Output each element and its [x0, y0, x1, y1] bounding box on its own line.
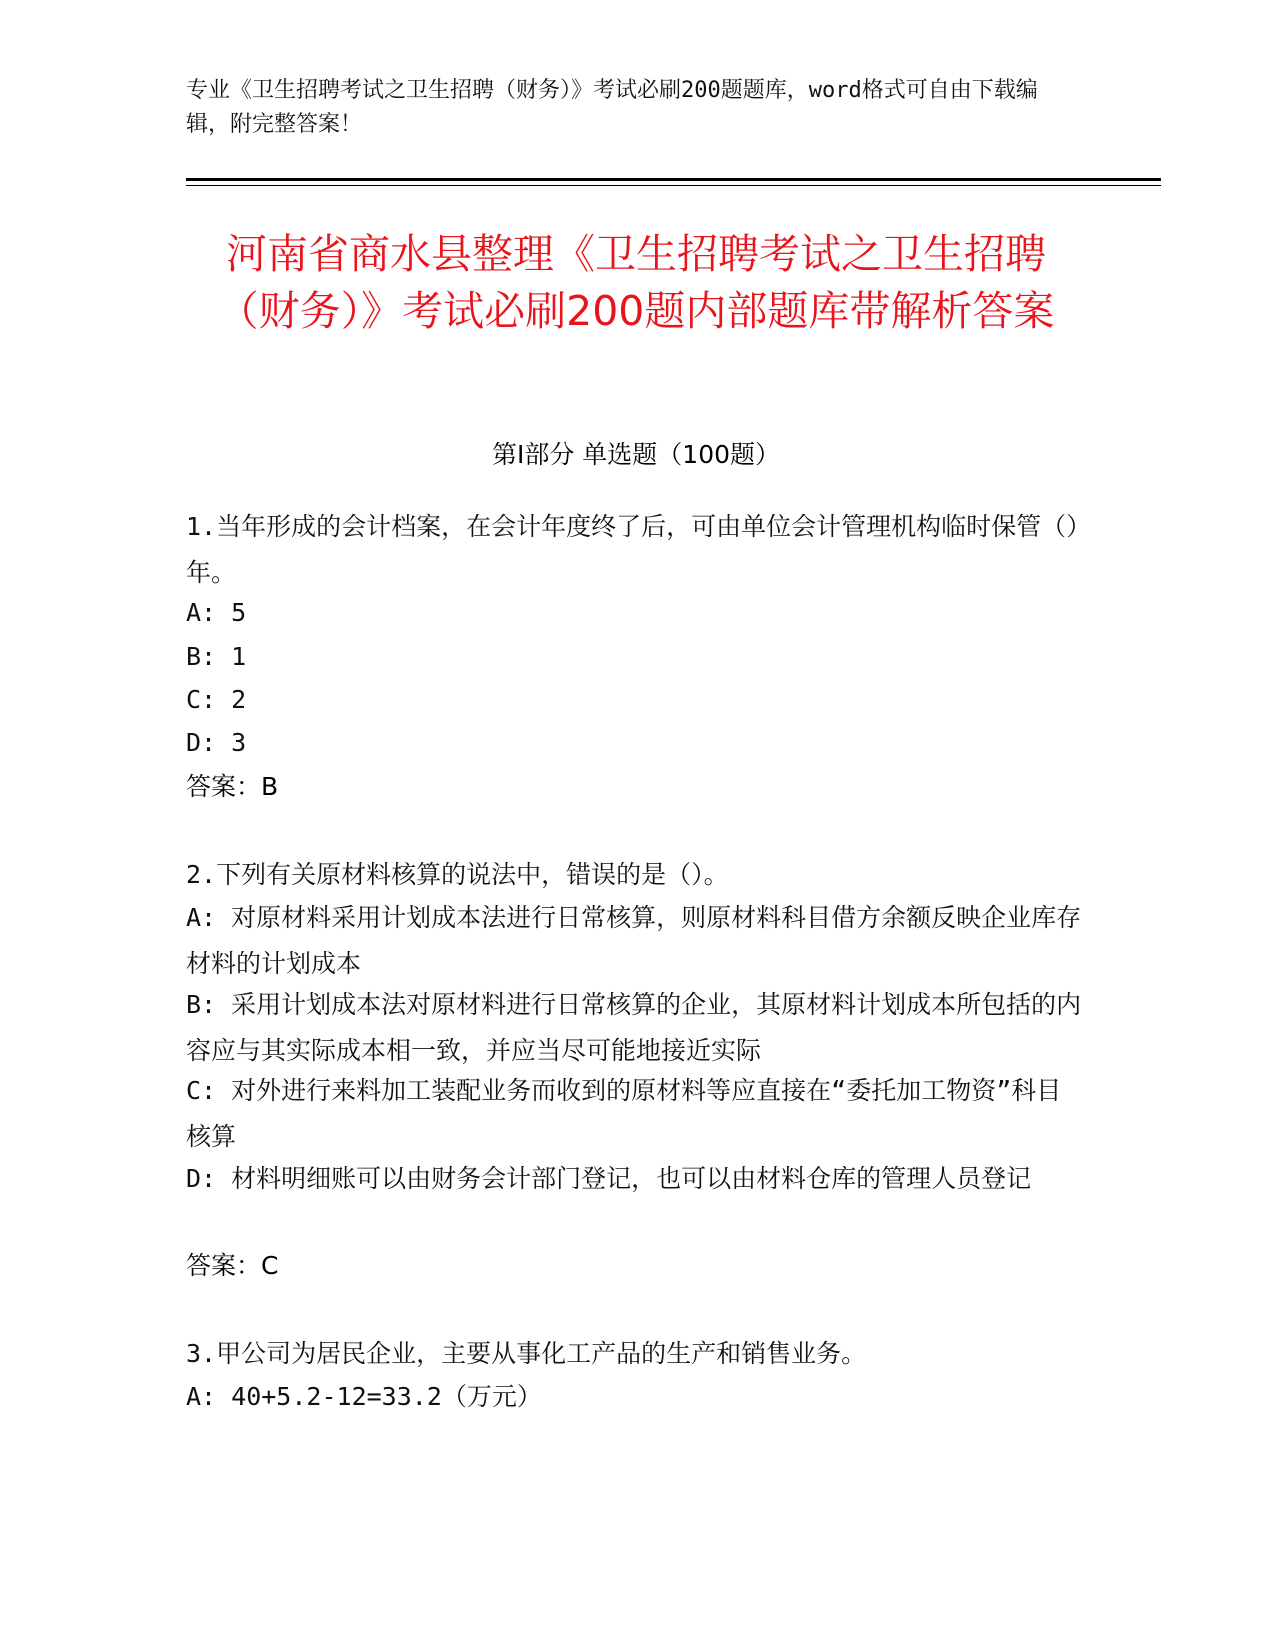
question-3-option-a: A: 40+5.2-12=33.2（万元）: [186, 1382, 542, 1411]
header-rule-thick: [186, 178, 1161, 181]
question-2-option-d: D: 材料明细账可以由财务会计部门登记，也可以由材料仓库的管理人员登记: [186, 1164, 1032, 1193]
header-note: 专业《卫生招聘考试之卫生招聘（财务）》考试必刷200题题库，word格式可自由下载编辑，附完整答案！: [186, 78, 1038, 137]
document-title: 河南省商水县整理《卫生招聘考试之卫生招聘（财务）》考试必刷200题内部题库带解析答案: [217, 230, 1055, 335]
question-1-text: 1.当年形成的会计档案，在会计年度终了后，可由单位会计管理机构临时保管（）年。: [186, 512, 1079, 587]
question-1-option-a: A: 5: [186, 598, 247, 627]
question-2-text: 2.下列有关原材料核算的说法中，错误的是（）。: [186, 860, 729, 889]
question-2-option-c: C: 对外进行来料加工装配业务而收到的原材料等应直接在“委托加工物资”科目核算: [186, 1076, 1062, 1151]
question-2-option-a: A: 对原材料采用计划成本法进行日常核算，则原材料科目借方余额反映企业库存材料的计划成本: [186, 903, 1082, 978]
question-3-text: 3.甲公司为居民企业，主要从事化工产品的生产和销售业务。: [186, 1339, 867, 1368]
header-rule-thin: [186, 185, 1161, 186]
question-1-answer: 答案：B: [186, 772, 279, 801]
question-1-option-d: D: 3: [186, 728, 247, 757]
question-2-answer: 答案：C: [186, 1251, 279, 1280]
question-1-option-b: B: 1: [186, 642, 247, 671]
section-heading: 第Ⅰ部分 单选题（100题）: [491, 440, 781, 469]
question-1-option-c: C: 2: [186, 685, 247, 714]
question-2-option-b: B: 采用计划成本法对原材料进行日常核算的企业，其原材料计划成本所包括的内容应与其实际成本相一致，并应当尽可能地接近实际: [186, 990, 1082, 1065]
